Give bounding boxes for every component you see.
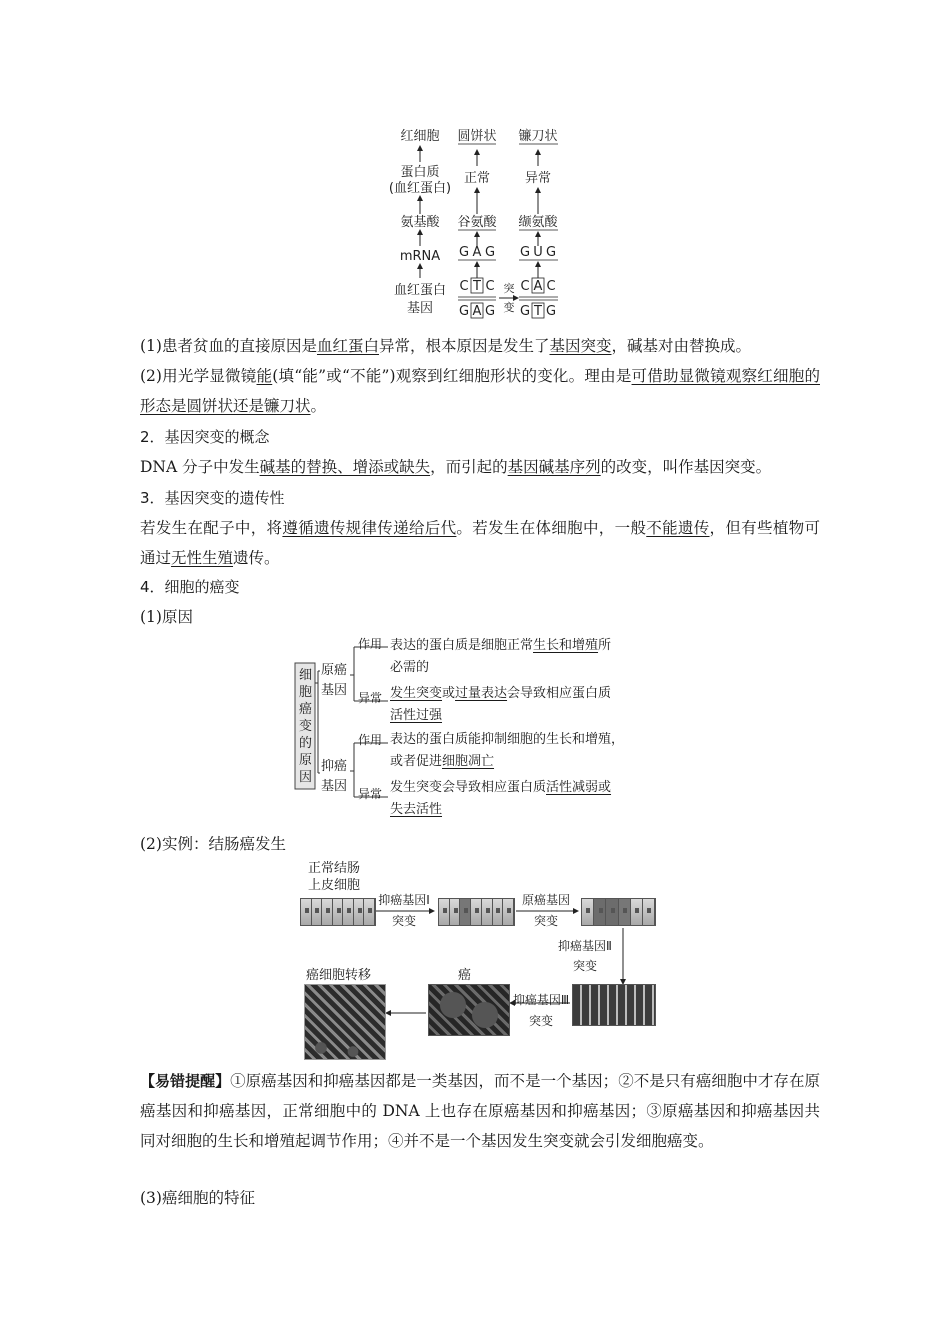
abnormal-mrna-3: G — [545, 245, 557, 260]
normal-top-2: T — [473, 279, 481, 294]
mutation-label-2: 变 — [503, 301, 515, 314]
answer-heredity-law: 遵循遗传规律传递给后代 — [282, 519, 457, 537]
normal-mrna-2: A — [472, 245, 482, 260]
normal-bottom-1: G — [458, 304, 470, 319]
normal-mrna-3: G — [484, 245, 496, 260]
label-mrna: mRNA — [399, 249, 441, 264]
proto-role-text: 表达的蛋白质是细胞正常生长和增殖所 必需的 — [390, 638, 612, 675]
label-red-cell: 红细胞 — [400, 129, 440, 144]
normal-state: 正常 — [463, 171, 491, 186]
abnormal-bottom-2: T — [534, 304, 542, 319]
question-1: (1)患者贫血的直接原因是血红蛋白异常，根本原因是发生了基因突变，碱基对由替换成。 — [140, 337, 752, 355]
abnormal-shape: 镰刀状 — [518, 129, 558, 144]
proto-role-tag: 作用 — [358, 637, 383, 651]
tip-label: 【易错提醒】 — [140, 1072, 231, 1090]
sickle-cell-figure — [380, 122, 580, 328]
cancer-cause-figure — [290, 633, 680, 823]
colon-cancer-figure — [298, 858, 662, 1062]
cancer-image — [428, 984, 510, 1036]
subheading-example: (2)实例：结肠癌发生 — [140, 835, 286, 853]
label-gene-2: 基因 — [406, 301, 434, 316]
heading-3: 3．基因突变的遗传性 — [140, 489, 285, 507]
normal-bottom-2: A — [472, 304, 482, 319]
abnormal-top-3: C — [546, 279, 556, 294]
sup-role-text: 表达的蛋白质能抑制细胞的生长和增殖， 或者促进细胞凋亡 — [390, 732, 625, 769]
tip-text: ①原癌基因和抑癌基因都是一类基因，而不是一个基因；②不是只有癌细胞中才存在原癌基因和抑癌基因，正常细胞中的 DNA 上也存在原癌基因和抑癌基因；③原癌基因和抑癌基因共同对细胞的生长和增殖起调节作用；④并不是一个基因发生突变就会引发细胞癌变。 — [140, 1072, 820, 1150]
answer-base-sequence: 基因碱基序列 — [507, 458, 601, 476]
normal-top-3: C — [485, 279, 495, 294]
step2-label: 原癌基因 突变 — [521, 893, 570, 928]
proto-abnormal-tag: 异常 — [358, 691, 383, 705]
cancer-label: 癌 — [458, 968, 472, 983]
normal-top-1: C — [459, 279, 469, 294]
heredity-paragraph: 若发生在配子中，将遵循遗传规律传递给后代。若发生在体细胞中，一般不能遗传，但有些植物可通过无性生殖遗传。 — [140, 519, 820, 567]
answer-not-inherited: 不能遗传 — [646, 519, 710, 537]
sup-role-tag: 作用 — [358, 733, 383, 747]
definition-paragraph: DNA 分子中发生碱基的替换、增添或缺失，而引起的基因碱基序列的改变，叫作基因突变。 — [140, 458, 772, 476]
question-2: (2)用光学显微镜能(填“能”或“不能”)观察到红细胞形状的变化。理由是可借助显微镜观察红细胞的形态是圆饼状还是镰刀状。 — [140, 367, 820, 415]
answer-base-change: 碱基的替换、增添或缺失 — [259, 458, 431, 476]
answer-reason: 可借助显微镜观察红细胞的形态是圆饼状还是镰刀状 — [140, 367, 820, 415]
abnormal-amino: 缬氨酸 — [518, 215, 558, 230]
normal-shape: 圆饼状 — [457, 129, 497, 144]
error-tip — [140, 1066, 820, 1156]
abnormal-top-1: C — [520, 279, 530, 294]
suppressor-gene-label: 抑癌基因 — [321, 759, 348, 794]
normal-bottom-3: G — [484, 304, 496, 319]
proto-oncogene-label: 原癌基因 — [321, 663, 348, 698]
label-amino-acid: 氨基酸 — [400, 215, 440, 230]
label-hemoglobin: (血红蛋白) — [388, 181, 452, 196]
answer-hemoglobin: 血红蛋白 — [316, 337, 379, 355]
step4-label: 抑癌基因Ⅲ 突变 — [512, 993, 570, 1028]
abnormal-state: 异常 — [524, 171, 552, 186]
metastasis-image — [304, 984, 386, 1060]
abnormal-top-2: A — [533, 279, 543, 294]
proto-abnormal-text: 发生突变或过量表达会导致相应蛋白质 活性过强 — [390, 686, 612, 723]
heading-2: 2．基因突变的概念 — [140, 428, 270, 446]
normal-mrna-1: G — [458, 245, 470, 260]
normal-cell-label: 正常结肠 上皮细胞 — [308, 861, 361, 893]
abnormal-mrna-2: U — [533, 245, 543, 260]
answer-can: 能 — [256, 367, 273, 385]
abnormal-bottom-1: G — [519, 304, 531, 319]
root-label: 细胞癌变的原因 — [299, 668, 313, 785]
metastasis-label: 癌细胞转移 — [306, 968, 372, 983]
abnormal-bottom-3: G — [545, 304, 557, 319]
sup-abnormal-tag: 异常 — [358, 787, 383, 801]
label-protein: 蛋白质 — [400, 165, 440, 180]
subheading-cause: (1)原因 — [140, 608, 193, 626]
step3-label: 抑癌基因Ⅱ 突变 — [558, 939, 612, 973]
heading-4: 4．细胞的癌变 — [140, 578, 240, 596]
stage3-image — [572, 984, 656, 1026]
subheading-features: (3)癌细胞的特征 — [140, 1189, 255, 1207]
sup-abnormal-text: 发生突变会导致相应蛋白质活性减弱或 失去活性 — [390, 780, 612, 817]
mutation-label-1: 突 — [503, 282, 515, 295]
answer-asexual: 无性生殖 — [171, 549, 234, 567]
answer-gene-mutation: 基因突变 — [549, 337, 612, 355]
abnormal-mrna-1: G — [519, 245, 531, 260]
step1-label: 抑癌基因Ⅰ 突变 — [378, 893, 430, 928]
label-gene: 血红蛋白 — [393, 283, 447, 298]
normal-amino: 谷氨酸 — [457, 215, 497, 230]
